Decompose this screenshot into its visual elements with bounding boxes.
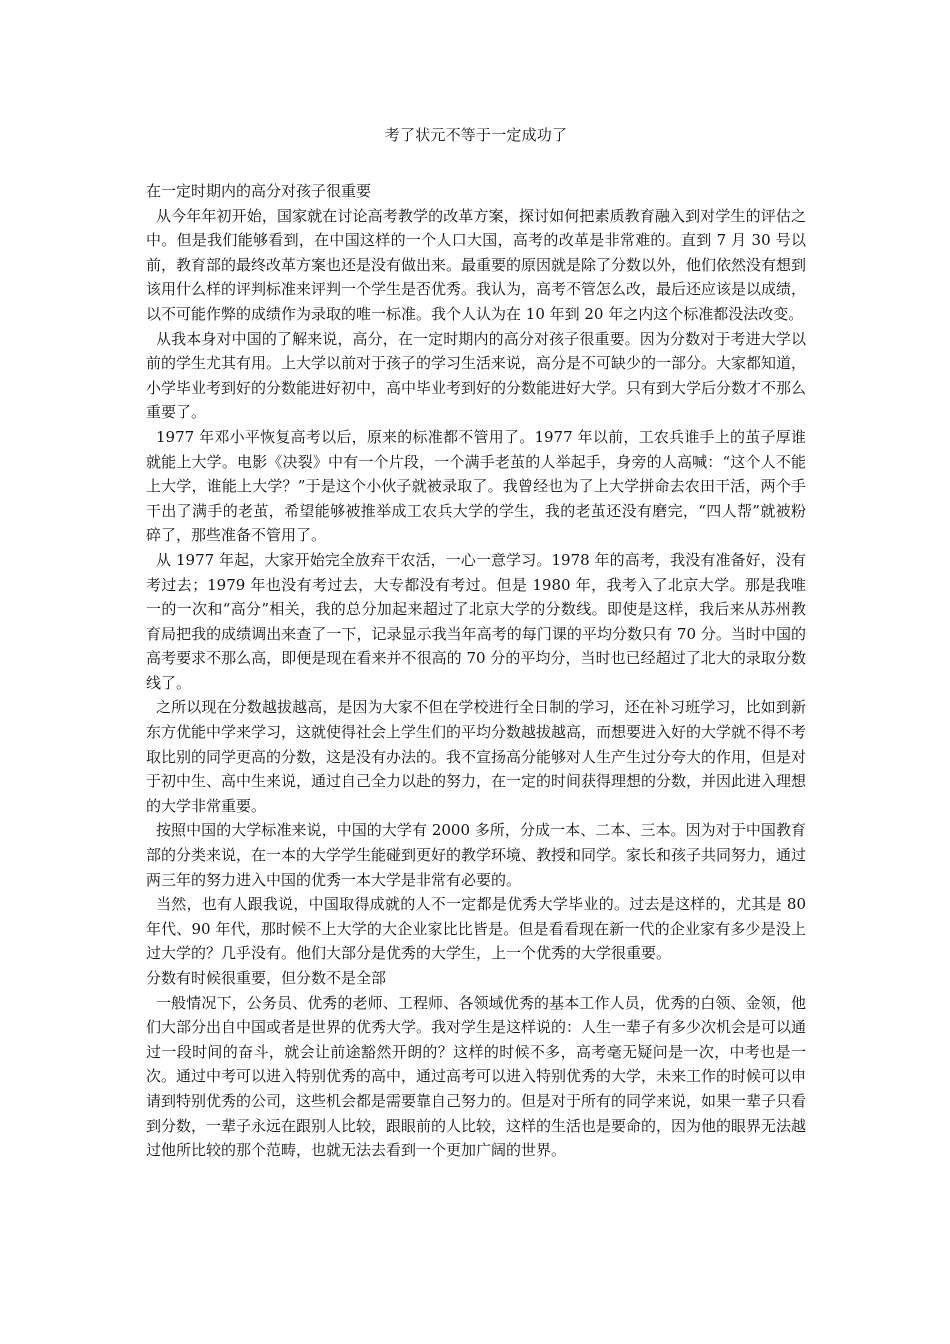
paragraph: 从 1977 年起，大家开始完全放弃干农活，一心一意学习。1978 年的高考，我没有准备好，没有考过去；1979 年也没有考过去，大专都没有考过。但是 1980 年，我考入了北京大学。那是我唯一的一次和“高分”相关，我的总分加起来超过了北京大学的分数线。即使是这样，我后来从苏州教育局把我的成绩调出来查了一下，记录显示我当年高考的每门课的平均分数只有 70 分。当时中国的高考要求不那么高，即便是现在看来并不很高的 70 分的平均分，当时也已经超过了北大的录取分数线了。 xyxy=(146,550,806,692)
paragraph: 当然，也有人跟我说，中国取得成就的人不一定都是优秀大学毕业的。过去是这样的，尤其是 80 年代、90 年代，那时候不上大学的大企业家比比皆是。但是看看现在新一代的企业家有多少是没上过大学的？几乎没有。他们大部分是优秀的大学生，上一个优秀的大学很重要。 xyxy=(146,895,806,963)
section-heading-1: 在一定时期内的高分对孩子很重要 xyxy=(146,182,372,200)
document-title: 考了状元不等于一定成功了 xyxy=(384,126,568,144)
paragraph: 一般情况下，公务员、优秀的老师、工程师、各领域优秀的基本工作人员，优秀的白领、金领，他们大部分出自中国或者是世界的优秀大学。我对学生是这样说的：人生一辈子有多少次机会是可以通过一段时间的奋斗，就会让前途豁然开朗的？这样的时候不多，高考毫无疑问是一次，中考也是一次。通过中考可以进入特别优秀的高中，通过高考可以进入特别优秀的大学，未来工作的时候可以申请到特别优秀的公司，这些机会都是需要靠自己努力的。但是对于所有的同学来说，如果一辈子只看到分数，一辈子永远在跟别人比较，跟眼前的人比较，这样的生活也是要命的，因为他的眼界无法越过他所比较的那个范畴，也就无法去看到一个更加广阔的世界。 xyxy=(146,993,807,1160)
paragraph: 之所以现在分数越拔越高，是因为大家不但在学校进行全日制的学习，还在补习班学习，比如到新东方优能中学来学习，这就使得社会上学生们的平均分数越拔越高，而想要进入好的大学就不得不考取比别的同学更高的分数，这是没有办法的。我不宣扬高分能够对人生产生过分夸大的作用，但是对于初中生、高中生来说，通过自己全力以赴的努力，在一定的时间获得理想的分数，并因此进入理想的大学非常重要。 xyxy=(146,698,807,815)
paragraph: 按照中国的大学标准来说，中国的大学有 2000 多所，分成一本、二本、三本。因为对于中国教育部的分类来说，在一本的大学学生能碰到更好的教学环境、教授和同学。家长和孩子共同努力，通过两三年的努力进入中国的优秀一本大学是非常有必要的。 xyxy=(146,821,807,889)
section-heading-2: 分数有时候很重要，但分数不是全部 xyxy=(146,969,387,987)
document-body xyxy=(146,124,806,1163)
paragraph: 1977 年邓小平恢复高考以后，原来的标准都不管用了。1977 年以前，工农兵谁手上的茧子厚谁就能上大学。电影《决裂》中有一个片段，一个满手老茧的人举起手，身旁的人高喊：“这个人不能上大学，谁能上大学？”于是这个小伙子就被录取了。我曾经也为了上大学拼命去农田干活，两个手干出了满手的老茧，希望能够被推举成工农兵大学的学生，我的老茧还没有磨完，“四人帮”就被粉碎了，那些准备不管用了。 xyxy=(146,427,806,545)
paragraph: 从今年年初开始，国家就在讨论高考教学的改革方案，探讨如何把素质教育融入到对学生的评估之中。但是我们能够看到，在中国这样的一个人口大国，高考的改革是非常难的。直到 7 月 30 号以前，教育部的最终改革方案也还是没有做出来。最重要的原因就是除了分数以外，他们依然没有想到该用什么样的评判标准来评判一个学生是否优秀。我认为，高考不管怎么改，最后还应该是以成绩，以不可能作弊的成绩作为录取的唯一标准。我个人认为在 10 年到 20 年之内这个标准都没法改变。 xyxy=(146,206,807,323)
paragraph: 从我本身对中国的了解来说，高分，在一定时期内的高分对孩子很重要。因为分数对于考进大学以前的学生尤其有用。上大学以前对于孩子的学习生活来说，高分是不可缺少的一部分。大家都知道，小学毕业考到好的分数能进好初中，高中毕业考到好的分数能进好大学。只有到大学后分数才不那么重要了。 xyxy=(146,329,807,422)
